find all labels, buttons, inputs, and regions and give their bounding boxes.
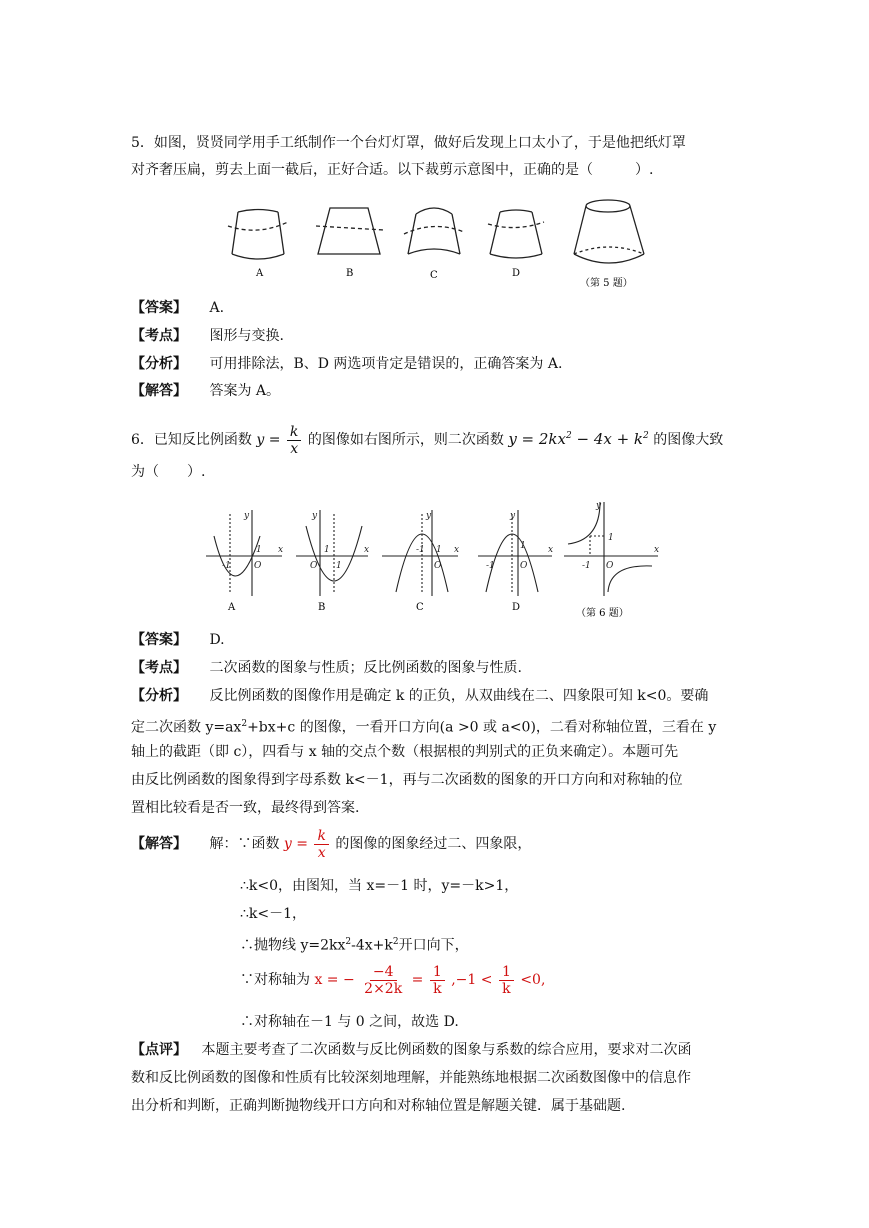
q6-mid: 的图像如右图所示，则二次函数 (307, 432, 504, 448)
q6-label-a: A (228, 602, 236, 613)
point-tag: 【考点】 (131, 660, 187, 676)
answer-tag: 【答案】 (131, 300, 187, 316)
analysis-tag: 【分析】 (131, 688, 187, 704)
review-tag: 【点评】 (131, 1042, 187, 1058)
svg-text:-1: -1 (416, 545, 425, 555)
q6-solution-line3: ∴k<－1， (240, 906, 307, 922)
q6-solution-line4: ∴抛物线 $y=2kx^2-4x+k^2$开口向下， (240, 937, 469, 954)
svg-text:O: O (606, 561, 614, 571)
q6-analysis-line3: 轴上的截距（即 c），四看与 x 轴的交点个数（根据根的判别式的正负来确定）。本题可先 (131, 744, 679, 760)
solution-tag: 【解答】 (131, 383, 187, 399)
analysis-value: 可用排除法，B、D 两选项肯定是错误的，正确答案为 A. (209, 356, 563, 372)
q5-text-line2: 对齐奢压扁，剪去上面一截后，正好合适。以下裁剪示意图中，正确的是（ ）. (131, 162, 654, 178)
q6-figure (200, 496, 675, 624)
q5-shape-d (488, 210, 544, 258)
q6-intro: 6．已知反比例函数 (131, 432, 252, 448)
q5-shape-c (404, 208, 464, 254)
q5-label-b: B (346, 268, 354, 279)
q5-label-d: D (512, 268, 521, 279)
svg-text:-1: -1 (582, 561, 591, 571)
q6-solution-line5: ∵对称轴为 x = − $\frac{-4}{2\times 2k}$ = $\frac{1}{k}$ ,−1 < $\frac{1}{k}$ <0, (240, 963, 546, 997)
q6-review-line3: 出分析和判断，正确判断抛物线开口方向和对称轴位置是解题关键．属于基础题. (131, 1098, 626, 1114)
q6-analysis-line2: 定二次函数 $y=ax^2+bx+c$ 的图像，一看开口方向(a >0 或 a<0)，二看对称轴位置，三看在 y (131, 719, 717, 736)
solution-value: 答案为 A。 (209, 383, 281, 399)
q5-solution (131, 381, 280, 401)
svg-text:O: O (434, 561, 442, 571)
q5-shape-original (574, 200, 644, 263)
q6-graph-d (478, 510, 552, 596)
answer-value: A. (209, 300, 225, 316)
point-tag: 【考点】 (131, 328, 187, 344)
point-value: 图形与变换. (209, 328, 284, 344)
q5-label-a: A (256, 268, 264, 279)
svg-text:1: 1 (436, 545, 442, 555)
q6-fraction: $\frac{k}{x}$ (287, 424, 301, 457)
q6-analysis-line4: 由反比例函数的图象得到字母系数 k<－1，再与二次函数的图象的开口方向和对称轴的位 (131, 772, 683, 788)
q6-graph-b (296, 510, 368, 596)
svg-text:x: x (654, 545, 660, 555)
svg-text:1: 1 (324, 545, 330, 555)
q6-hyperbola (564, 502, 658, 596)
q6-label-caption: （第 6 题） (576, 608, 629, 619)
q6-review-line2: 数和反比例函数的图像和性质有比较深刻地理解，并能熟练地根据二次函数图像中的信息作 (131, 1070, 691, 1086)
q6-quadratic: $y = 2kx^2 - 4x + k^2$ (508, 430, 649, 448)
svg-text:1: 1 (336, 561, 342, 571)
svg-text:1: 1 (256, 545, 262, 555)
svg-text:-1: -1 (222, 561, 231, 571)
q5-shape-b (316, 208, 384, 254)
svg-text:x: x (364, 545, 370, 555)
q6-analysis-line5: 置相比较看是否一致，最终得到答案. (131, 800, 360, 816)
q5-analysis (131, 354, 562, 374)
point-value: 二次函数的图象与性质；反比例函数的图象与性质. (209, 660, 522, 676)
q6-text-line1 (131, 418, 723, 458)
svg-text:y: y (244, 511, 250, 521)
svg-text:x: x (454, 545, 460, 555)
solution-tag: 【解答】 (131, 836, 187, 852)
q6-label-d: D (512, 602, 521, 613)
q5-label-caption: （第 5 题） (580, 278, 633, 289)
svg-text:y: y (426, 511, 432, 521)
q6-review-line1: 【点评】 本题主要考查了二次函数与反比例函数的图象与系数的综合应用，要求对二次函 (131, 1042, 692, 1058)
q6-graph-a (206, 510, 282, 596)
q6-label-b: B (318, 602, 326, 613)
svg-text:O: O (520, 561, 528, 571)
solution-fraction: $\frac{k}{x}$ (314, 828, 328, 861)
svg-text:y: y (312, 511, 318, 521)
svg-text:O: O (310, 561, 318, 571)
q6-end: 的图像大致 (653, 432, 724, 448)
svg-text:1: 1 (608, 533, 614, 543)
q6-point (131, 658, 522, 678)
svg-text:y: y (510, 511, 516, 521)
svg-text:O: O (254, 561, 262, 571)
q5-figure (220, 192, 650, 292)
q5-point (131, 326, 284, 346)
q6-analysis-line1: 【分析】 反比例函数的图像作用是确定 k 的正负，从双曲线在二、四象限可知 k<0。要确 (131, 688, 709, 704)
svg-text:1: 1 (520, 541, 526, 551)
svg-text:x: x (278, 545, 284, 555)
q5-text-line1: 5．如图，贤贤同学用手工纸制作一个台灯灯罩，做好后发现上口太小了，于是他把纸灯罩 (131, 135, 686, 151)
answer-value: D. (209, 632, 225, 648)
svg-text:x: x (548, 545, 554, 555)
q6-text-line2: 为（ ）. (131, 464, 206, 480)
q5-answer (131, 298, 224, 318)
q6-label-c: C (416, 602, 424, 613)
answer-tag: 【答案】 (131, 632, 187, 648)
analysis-tag: 【分析】 (131, 356, 187, 372)
q6-answer (131, 630, 225, 650)
q5-shape-a (228, 210, 288, 260)
svg-text:-1: -1 (486, 561, 495, 571)
q6-solution-line6: ∴对称轴在－1 与 0 之间，故选 D. (240, 1014, 459, 1030)
q6-y-eq: y = (256, 432, 281, 448)
q6-solution-line1: 【解答】 解：∵函数 y = $\frac{k}{x}$ 的图像的图象经过二、四象限， (131, 827, 532, 861)
svg-text:y: y (596, 501, 602, 511)
q6-solution-line2: ∴k<0，由图知，当 x=－1 时，y=－k>1， (240, 878, 519, 894)
q5-label-c: C (430, 270, 438, 281)
